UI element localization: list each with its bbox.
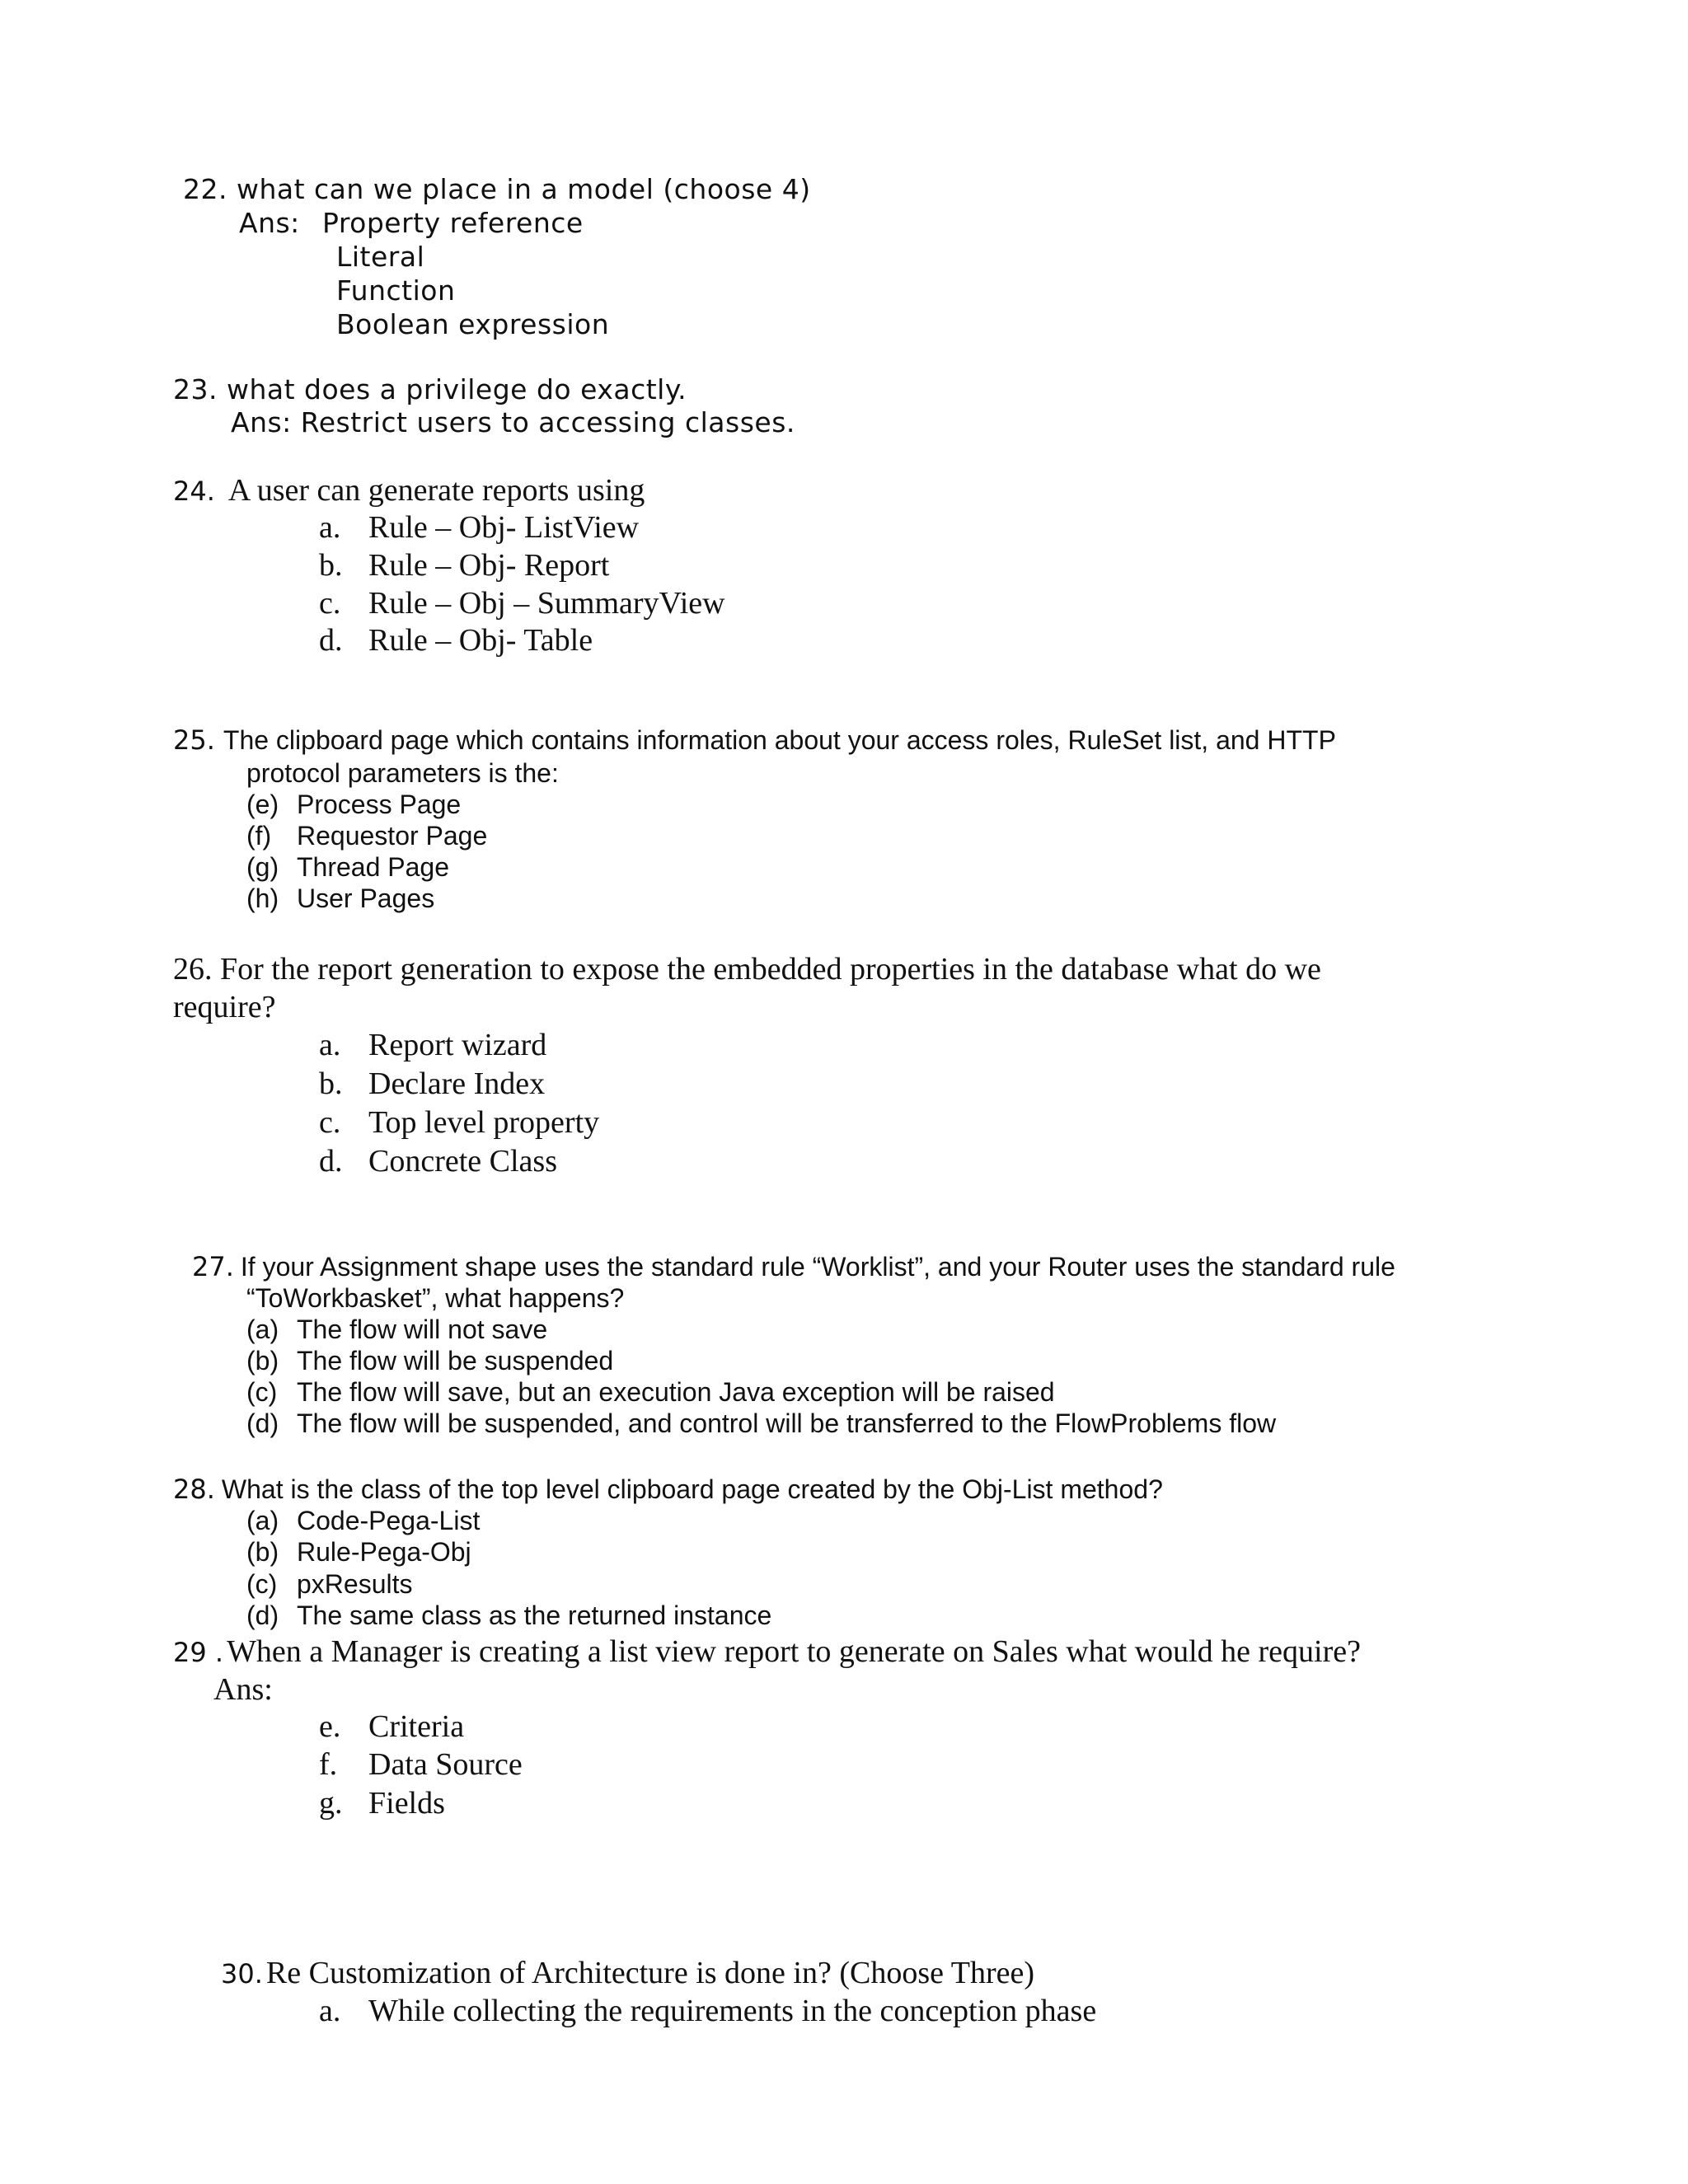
q22-answer-2: Literal bbox=[336, 241, 425, 273]
q26-option-d: d. Concrete Class bbox=[319, 1144, 558, 1179]
q22-question bbox=[183, 173, 811, 205]
q29-number: 29 . bbox=[173, 1637, 224, 1668]
q24-option-d: d. Rule – Obj- Table bbox=[319, 623, 593, 658]
q27-option-c: (c) The flow will save, but an execution Java exception will be raised bbox=[246, 1377, 1055, 1407]
q29-option-g: g. Fields bbox=[319, 1786, 445, 1821]
q25-number: 25. bbox=[173, 724, 215, 756]
q26-text-line2: require? bbox=[173, 990, 276, 1024]
q24-option-b: b. Rule – Obj- Report bbox=[319, 548, 610, 583]
q26-option-a: a. Report wizard bbox=[319, 1028, 547, 1062]
q28-option-d: (d) The same class as the returned instance bbox=[246, 1601, 772, 1630]
q28-option-a: (a) Code-Pega-List bbox=[246, 1506, 481, 1535]
q30-text: Re Customization of Architecture is done in? (Choose Three) bbox=[265, 1956, 1035, 1990]
q23-answer: Ans: Restrict users to accessing classes. bbox=[231, 406, 795, 438]
q25-option-h: (h) User Pages bbox=[246, 883, 435, 913]
q27-text-line2: “ToWorkbasket”, what happens? bbox=[246, 1283, 625, 1313]
q24-text: A user can generate reports using bbox=[227, 473, 645, 508]
q30-question bbox=[221, 1957, 1034, 1989]
q30-number: 30. bbox=[221, 1958, 263, 1990]
q22-answer-3: Function bbox=[336, 274, 456, 307]
q28-option-b: (b) Rule-Pega-Obj bbox=[246, 1537, 471, 1567]
q22-answer-4: Boolean expression bbox=[336, 308, 610, 340]
q30-option-a: a. While collecting the requirements in the conception phase bbox=[319, 1994, 1097, 2028]
q28-number: 28. bbox=[173, 1474, 215, 1505]
q29-option-f: f. Data Source bbox=[319, 1747, 523, 1782]
q25-question bbox=[173, 724, 1336, 756]
q24-option-c: c. Rule – Obj – SummaryView bbox=[319, 586, 725, 621]
q28-question bbox=[173, 1474, 1163, 1505]
q26-text-line1: For the report generation to expose the embedded properties in the database what do we bbox=[220, 952, 1321, 987]
q28-option-c: (c) pxResults bbox=[246, 1569, 413, 1599]
q29-text: When a Manager is creating a list view report to generate on Sales what would he require? bbox=[227, 1634, 1361, 1669]
q27-text-line1: If your Assignment shape uses the standard rule “Worklist”, and your Router uses the standard rule bbox=[240, 1252, 1395, 1282]
q27-option-d: (d) The flow will be suspended, and control will be transferred to the FlowProblems flow bbox=[246, 1408, 1277, 1438]
q22-answer-1: Property reference bbox=[322, 207, 584, 239]
q27-number: 27. bbox=[192, 1251, 234, 1282]
q27-option-a: (a) The flow will not save bbox=[246, 1315, 548, 1344]
q24-question bbox=[173, 475, 645, 506]
q29-option-e: e. Criteria bbox=[319, 1709, 465, 1744]
q26-option-c: c. Top level property bbox=[319, 1105, 600, 1140]
q28-text: What is the class of the top level clipboard page created by the Obj-List method? bbox=[221, 1474, 1163, 1504]
q25-option-e: (e) Process Page bbox=[246, 790, 462, 819]
q24-number: 24. bbox=[173, 476, 215, 507]
q27-option-b: (b) The flow will be suspended bbox=[246, 1346, 614, 1376]
q29-question bbox=[173, 1636, 1361, 1667]
q23-text: what does a privilege do exactly. bbox=[226, 373, 687, 405]
q26-option-b: b. Declare Index bbox=[319, 1066, 546, 1101]
q27-question bbox=[192, 1251, 1395, 1282]
q26-question bbox=[173, 954, 1321, 985]
q22-number: 22. bbox=[183, 173, 227, 205]
q29-ans-label: Ans: bbox=[213, 1672, 273, 1707]
q26-number: 26. bbox=[173, 952, 213, 987]
q25-option-f: (f) Requestor Page bbox=[246, 821, 488, 851]
q25-option-g: (g) Thread Page bbox=[246, 852, 450, 882]
q22-answer-row bbox=[239, 209, 584, 237]
q23-number: 23. bbox=[173, 373, 218, 405]
q22-text: what can we place in a model (choose 4) bbox=[236, 173, 811, 205]
q24-option-a: a. Rule – Obj- ListView bbox=[319, 510, 640, 545]
q22-ans-label: Ans: bbox=[239, 207, 300, 239]
q23-question bbox=[173, 373, 687, 405]
q25-text-line1: The clipboard page which contains information about your access roles, RuleSet list, and HTTP bbox=[223, 725, 1336, 755]
q25-text-line2: protocol parameters is the: bbox=[246, 758, 559, 788]
